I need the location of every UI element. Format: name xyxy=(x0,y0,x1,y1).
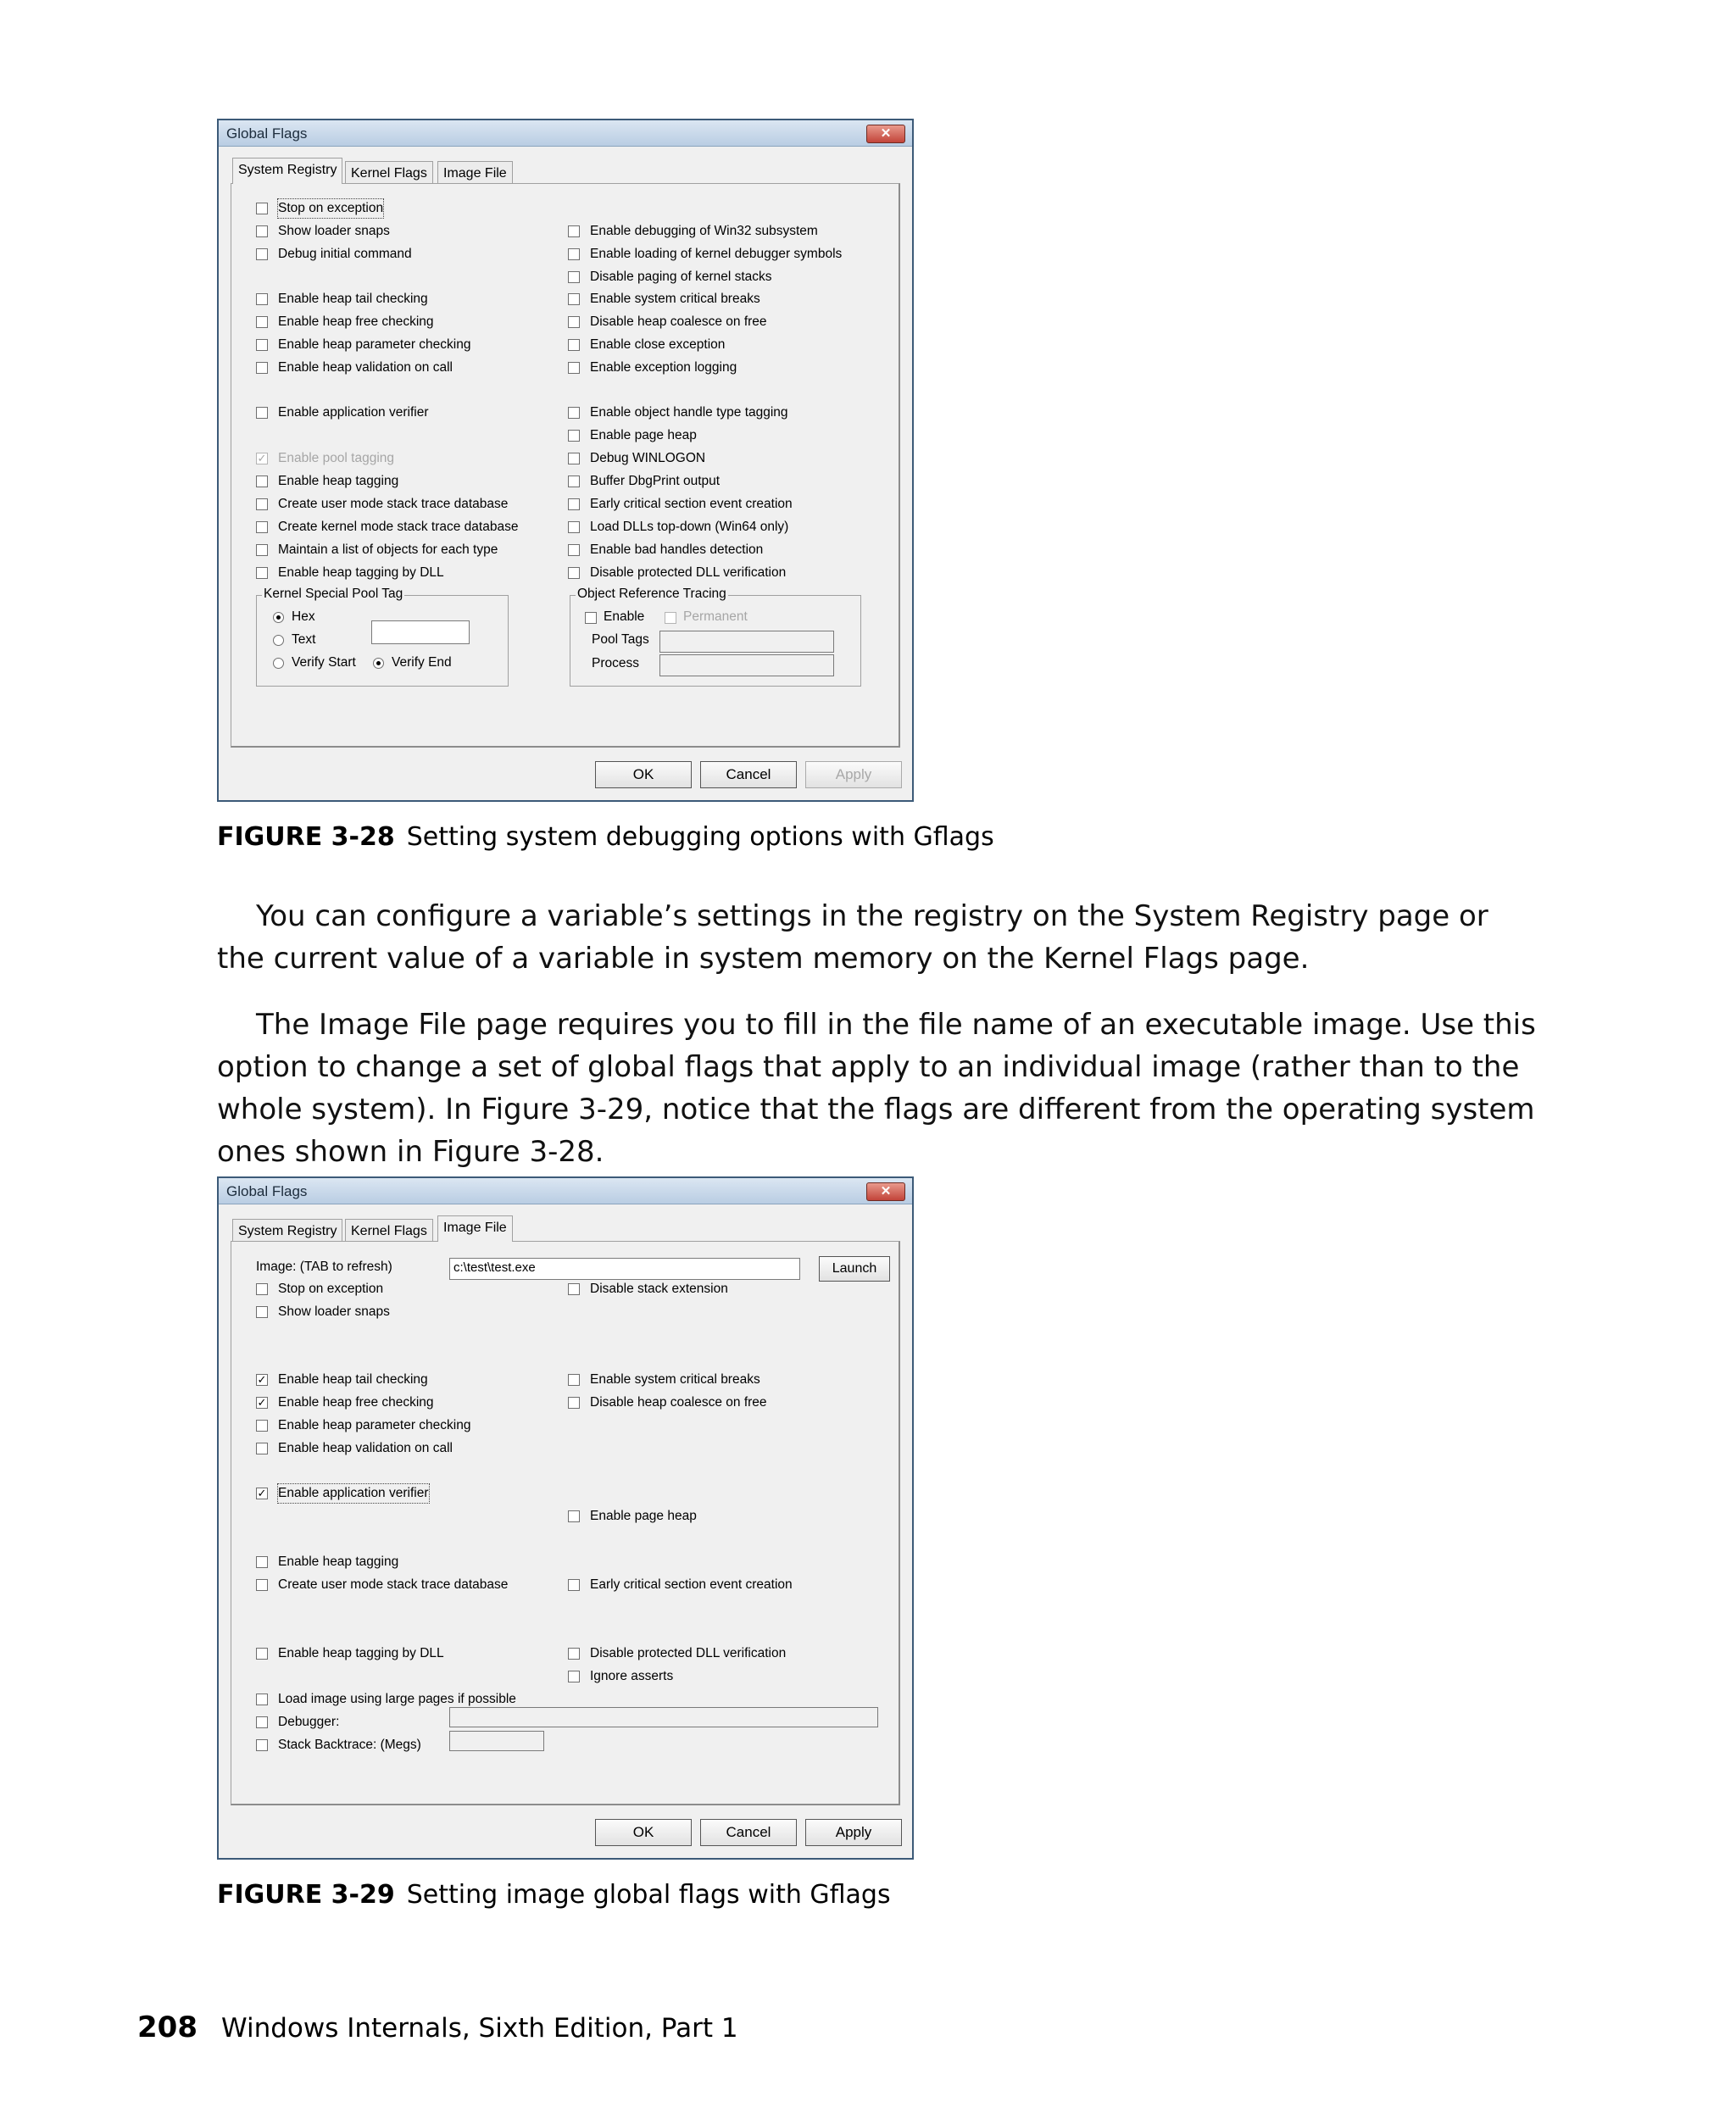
checkbox[interactable] xyxy=(256,1283,268,1295)
checkbox[interactable] xyxy=(256,1716,268,1728)
checkbox[interactable] xyxy=(568,1510,580,1522)
stack-backtrace-input[interactable] xyxy=(449,1731,544,1751)
checkbox[interactable] xyxy=(256,362,268,374)
flag-label: Enable heap parameter checking xyxy=(278,337,471,352)
checkbox[interactable] xyxy=(568,544,580,556)
flag-label: Enable loading of kernel debugger symbols xyxy=(590,247,843,261)
checkbox[interactable] xyxy=(256,1420,268,1432)
window-title: Global Flags xyxy=(226,125,308,142)
figure-label: FIGURE 3-29 xyxy=(217,1880,395,1910)
flag-label: Show loader snaps xyxy=(278,224,390,238)
flag-label: Early critical section event creation xyxy=(590,497,793,511)
checkbox[interactable] xyxy=(568,248,580,260)
checkbox[interactable] xyxy=(568,293,580,305)
checkbox-checked[interactable]: ✓ xyxy=(257,1396,267,1409)
ok-button[interactable]: OK xyxy=(595,761,692,788)
flag-label: Stop on exception xyxy=(278,1282,384,1296)
ok-button[interactable]: OK xyxy=(595,1819,692,1846)
checkbox[interactable] xyxy=(568,453,580,464)
checkbox[interactable] xyxy=(568,567,580,579)
image-label: Image: (TAB to refresh) xyxy=(256,1260,392,1274)
book-title: Windows Internals, Sixth Edition, Part 1 xyxy=(220,2013,738,2044)
flag-label: Enable close exception xyxy=(590,337,726,352)
flag-label: Enable heap tagging by DLL xyxy=(278,1646,444,1660)
checkbox-checked[interactable]: ✓ xyxy=(257,1487,267,1499)
checkbox[interactable] xyxy=(256,248,268,260)
flag-label: Enable debugging of Win32 subsystem xyxy=(590,224,818,238)
tab-system-registry[interactable]: System Registry xyxy=(232,158,342,184)
enable-tracing-checkbox[interactable] xyxy=(585,612,597,624)
checkbox[interactable] xyxy=(256,1443,268,1454)
tab-kernel-flags[interactable]: Kernel Flags xyxy=(345,1219,433,1241)
launch-button[interactable]: Launch xyxy=(819,1256,890,1282)
cancel-button[interactable]: Cancel xyxy=(700,1819,797,1846)
flag-label: Enable exception logging xyxy=(590,360,737,375)
flag-label: Create kernel mode stack trace database xyxy=(278,520,519,534)
checkbox[interactable] xyxy=(568,407,580,419)
body-paragraph: The Image File page requires you to fill in the file name of an executable image. Use this option to change a set of global flags that apply to an individual image (rather than to the whole system). In Figure 3-29, notice that the flags are different from the operating system ones shown in Figure 3-28. xyxy=(217,1008,1536,1169)
flag-label: Buffer DbgPrint output xyxy=(590,474,721,488)
checkbox[interactable] xyxy=(256,521,268,533)
page-footer xyxy=(137,2011,738,2044)
pool-tags-label: Pool Tags xyxy=(592,632,649,647)
flag-label: Stop on exception xyxy=(278,199,383,218)
flag-label: Enable page heap xyxy=(590,428,697,442)
figure-caption-3-28 xyxy=(217,822,994,852)
checkbox[interactable] xyxy=(568,1648,580,1660)
flag-label: Enable application verifier xyxy=(278,405,429,420)
figure-label: FIGURE 3-28 xyxy=(217,822,395,852)
flag-label: Enable system critical breaks xyxy=(590,1372,760,1387)
checkbox[interactable] xyxy=(256,1556,268,1568)
flag-label: Enable heap free checking xyxy=(278,314,434,329)
flag-label: Enable heap tagging by DLL xyxy=(278,565,444,580)
flag-label: Disable protected DLL verification xyxy=(590,565,787,580)
global-flags-dialog-image-file xyxy=(217,1176,914,1860)
hex-radio[interactable] xyxy=(273,612,284,623)
apply-button[interactable]: Apply xyxy=(805,1819,902,1846)
tab-image-file[interactable]: Image File xyxy=(437,161,513,183)
flag-label: Enable application verifier xyxy=(278,1484,429,1503)
flag-label: Enable object handle type tagging xyxy=(590,405,788,420)
figure-caption-3-29 xyxy=(217,1880,891,1910)
flag-label: Enable heap tagging xyxy=(278,474,399,488)
checkbox[interactable] xyxy=(256,203,268,214)
checkbox[interactable] xyxy=(256,1579,268,1591)
checkbox[interactable] xyxy=(256,498,268,510)
checkbox[interactable] xyxy=(256,407,268,419)
checkbox[interactable] xyxy=(256,225,268,237)
enable-tracing-label: Enable xyxy=(604,609,645,624)
flag-label: Disable stack extension xyxy=(590,1282,728,1296)
flag-label: Enable pool tagging xyxy=(278,451,395,465)
checkbox[interactable] xyxy=(568,1283,580,1295)
flag-label: Load image using large pages if possible xyxy=(278,1692,516,1706)
checkbox[interactable] xyxy=(568,1397,580,1409)
flag-label: Create user mode stack trace database xyxy=(278,1577,509,1592)
flag-label: Enable heap free checking xyxy=(278,1395,434,1410)
text-label: Text xyxy=(292,632,316,647)
group-title: Kernel Special Pool Tag xyxy=(264,587,403,601)
checkbox[interactable] xyxy=(568,362,580,374)
title-bar xyxy=(219,1178,912,1204)
flag-label: Disable heap coalesce on free xyxy=(590,1395,767,1410)
flag-label: Maintain a list of objects for each type xyxy=(278,542,498,557)
checkbox[interactable] xyxy=(568,1579,580,1591)
verify-end-radio[interactable] xyxy=(373,658,384,669)
close-icon[interactable]: ✕ xyxy=(866,1182,905,1201)
checkbox[interactable] xyxy=(568,316,580,328)
checkbox[interactable] xyxy=(256,316,268,328)
checkbox[interactable] xyxy=(256,1306,268,1318)
checkbox-checked[interactable]: ✓ xyxy=(257,452,267,464)
flag-label: Disable protected DLL verification xyxy=(590,1646,787,1660)
title-bar xyxy=(219,120,912,147)
window-title: Global Flags xyxy=(226,1183,308,1199)
checkbox[interactable] xyxy=(256,544,268,556)
flag-label: Show loader snaps xyxy=(278,1304,390,1319)
checkbox[interactable] xyxy=(568,521,580,533)
text-radio[interactable] xyxy=(273,635,284,646)
checkbox[interactable] xyxy=(256,476,268,487)
flag-label: Enable heap tagging xyxy=(278,1554,399,1569)
tab-image-file[interactable]: Image File xyxy=(437,1215,513,1242)
flag-label: Enable page heap xyxy=(590,1509,697,1523)
page-number: 208 xyxy=(137,2011,198,2044)
cancel-button[interactable]: Cancel xyxy=(700,761,797,788)
checkbox[interactable] xyxy=(568,225,580,237)
checkbox[interactable] xyxy=(256,1648,268,1660)
flag-label: Disable heap coalesce on free xyxy=(590,314,767,329)
flag-label: Enable system critical breaks xyxy=(590,292,760,306)
flag-label: Create user mode stack trace database xyxy=(278,497,509,511)
verify-start-label: Verify Start xyxy=(292,655,356,670)
process-label: Process xyxy=(592,656,639,670)
flag-label: Enable heap validation on call xyxy=(278,360,453,375)
image-path-input[interactable]: c:\test\test.exe xyxy=(449,1258,800,1280)
checkbox[interactable] xyxy=(568,430,580,442)
checkbox[interactable] xyxy=(256,1739,268,1751)
group-title: Object Reference Tracing xyxy=(577,587,726,601)
flag-label: Debug initial command xyxy=(278,247,412,261)
flag-label: Enable heap tail checking xyxy=(278,1372,428,1387)
checkbox[interactable] xyxy=(568,1374,580,1386)
figure-caption-text: Setting image global flags with Gflags xyxy=(406,1880,891,1910)
close-icon[interactable]: ✕ xyxy=(866,125,905,143)
tab-system-registry[interactable]: System Registry xyxy=(232,1219,342,1241)
checkbox[interactable] xyxy=(568,271,580,283)
flag-label: Enable bad handles detection xyxy=(590,542,764,557)
flag-label: Debug WINLOGON xyxy=(590,451,706,465)
flag-label: Enable heap validation on call xyxy=(278,1441,453,1455)
checkbox[interactable] xyxy=(256,1694,268,1705)
checkbox[interactable] xyxy=(256,339,268,351)
flag-label: Load DLLs top-down (Win64 only) xyxy=(590,520,789,534)
hex-label: Hex xyxy=(292,609,315,624)
checkbox[interactable] xyxy=(256,567,268,579)
body-paragraph: You can configure a variable’s settings in the registry on the System Registry page or the current value of a variable in system memory on the Kernel Flags page. xyxy=(217,899,1488,976)
process-input[interactable] xyxy=(659,654,834,676)
flag-label: Debugger: xyxy=(278,1715,340,1729)
flag-label: Stack Backtrace: (Megs) xyxy=(278,1738,421,1752)
permanent-checkbox[interactable] xyxy=(665,612,676,624)
permanent-label: Permanent xyxy=(683,609,748,624)
global-flags-dialog-system-registry xyxy=(217,119,914,802)
pool-tags-input[interactable] xyxy=(659,631,834,653)
flag-label: Enable heap tail checking xyxy=(278,292,428,306)
verify-end-label: Verify End xyxy=(392,655,452,670)
checkbox[interactable] xyxy=(568,1671,580,1682)
checkbox[interactable] xyxy=(568,476,580,487)
verify-start-radio[interactable] xyxy=(273,658,284,669)
flag-label: Ignore asserts xyxy=(590,1669,674,1683)
checkbox[interactable] xyxy=(568,339,580,351)
checkbox[interactable] xyxy=(568,498,580,510)
checkbox[interactable] xyxy=(256,293,268,305)
tab-kernel-flags[interactable]: Kernel Flags xyxy=(345,161,433,183)
flag-label: Enable heap parameter checking xyxy=(278,1418,471,1432)
pool-tag-input[interactable] xyxy=(371,620,470,644)
debugger-input[interactable] xyxy=(449,1707,878,1727)
flag-label: Disable paging of kernel stacks xyxy=(590,270,772,284)
figure-caption-text: Setting system debugging options with Gflags xyxy=(406,822,994,852)
flag-label: Early critical section event creation xyxy=(590,1577,793,1592)
apply-button[interactable]: Apply xyxy=(805,761,902,788)
checkbox-checked[interactable]: ✓ xyxy=(257,1373,267,1386)
